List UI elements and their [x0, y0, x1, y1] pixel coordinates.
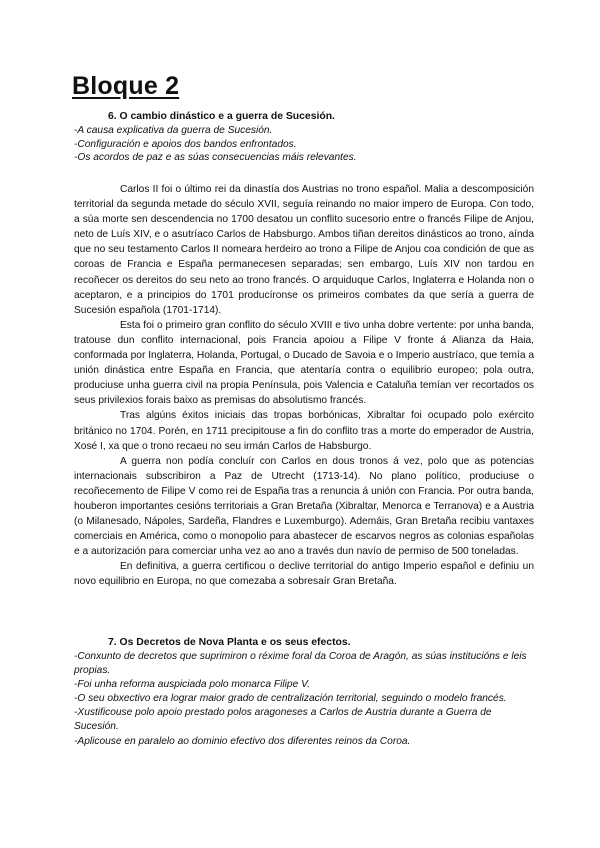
list-item: -Aplicouse en paralelo ao dominio efectivo dos diferentes reinos da Coroa. — [74, 735, 411, 747]
section-7-heading: 7. Os Decretos de Nova Planta e os seus efectos. — [108, 637, 351, 648]
section-6-body — [74, 182, 534, 590]
paragraph: Carlos II foi o último rei da dinastía dos Austrias no trono español. Malia a descomposición territorial da segunda metade do século XVII, seguía reinando no maior impero de Europa. Con todo, a súa morte sen descendencia no 1700 desatou un conflito sucesorio entre o francés Filipe de Anjou, neto de Luís XIV, e o asutríaco Carlos de Habsburgo. Ambos tiñan dereitos dinásticos ao trono, aínda que no seu testamento Carlos II nomeara herdeiro ao trono a Filipe de Anjou coa condición de que as coroas de Francia e España permanecesen separadas; sen embargo, Luís XIV non tardou en recoñecer os dereitos do seu neto ao trono francés. O arquiduque Carlos, Inglaterra e Holanda non o aceptaron, e a principios do 1701 producíronse os primeiros combates da que sería a guerra de Sucesión española (1701-1714). — [74, 184, 534, 316]
list-item: -A causa explicativa da guerra de Sucesión. — [74, 125, 273, 136]
section-7-bullets — [74, 650, 534, 749]
paragraph: Tras algúns éxitos iniciais das tropas borbónicas, Xibraltar foi ocupado polo exército británico no 1704. Porén, en 1711 precipitouse a fin do conflito tras a morte do emperador de Austria, Xosé I, xa que o trono recaeu no seu irmán Carlos de Habsburgo. — [74, 410, 534, 452]
section-6-summary — [74, 110, 534, 165]
page-title: Bloque 2 — [72, 72, 180, 100]
section-6-heading: 6. O cambio dinástico e a guerra de Sucesión. — [108, 111, 335, 122]
list-item: -Xustificouse polo apoio prestado polos aragoneses a Carlos de Austria durante a Guerra de Sucesión. — [74, 707, 492, 733]
list-item: -Conxunto de decretos que suprimiron o réxime foral da Coroa de Aragón, as súas institucións e leis propias. — [74, 651, 527, 677]
list-item: -Configuración e apoios dos bandos enfrontados. — [74, 138, 297, 150]
section-6-bullets — [74, 124, 534, 165]
list-item: -Foi unha reforma auspiciada polo monarca Filipe V. — [74, 679, 310, 691]
list-item: -O seu obxectivo era lograr maior grado de centralización territorial, seguindo o modelo francés. — [74, 693, 507, 705]
section-7-summary — [74, 636, 534, 749]
list-item: -Os acordos de paz e as súas consecuencias máis relevantes. — [74, 152, 357, 164]
paragraph: En definitiva, a guerra certificou o declive territorial do antigo Imperio español e definiu un novo equilibrio en Europa, no que comezaba a sobresaír Gran Bretaña. — [74, 561, 534, 588]
paragraph: Esta foi o primeiro gran conflito do século XVIII e tivo unha dobre vertente: por unha banda, tratouse dun conflito internacional, pois Francia apoiou a Filipe V fronte á Alianza da Haia, conformada por Inglaterra, Holanda, Portugal, o Ducado de Savoia e o Imperio austríaco, que temía a unión dinástica entre España en Francia, que atentaría contra o equilibrio europeo; pola outra, produciuse unha guerra civil na propia Península, pois Valencia e Cataluña temían ver recortados os seus privilexios forais baixo as premisas do absolutismo francés. — [74, 319, 534, 407]
paragraph: A guerra non podía concluír con Carlos en dous tronos á vez, polo que as potencias internacionais subscribiron a Paz de Utrecht (1713-14). No plano político, produciuse o recoñecemento de Filipe V como rei de España tras a renuncia á unión con Francia. Por outra banda, houberon importantes cesións territoriais a Gran Bretaña (Xibraltar, Menorca e Terranova) e a Austria (o Milanesado, Nápoles, Sardeña, Flandres e Luxemburgo). Ademáis, Gran Bretaña recibiu vantaxes comerciais en América, como o monopolio para abastecer de escarvos negros as colonias españolas e a autorización para comerciar unha vez ao ano a través dun navío de permiso de 500 toneladas. — [74, 455, 534, 558]
